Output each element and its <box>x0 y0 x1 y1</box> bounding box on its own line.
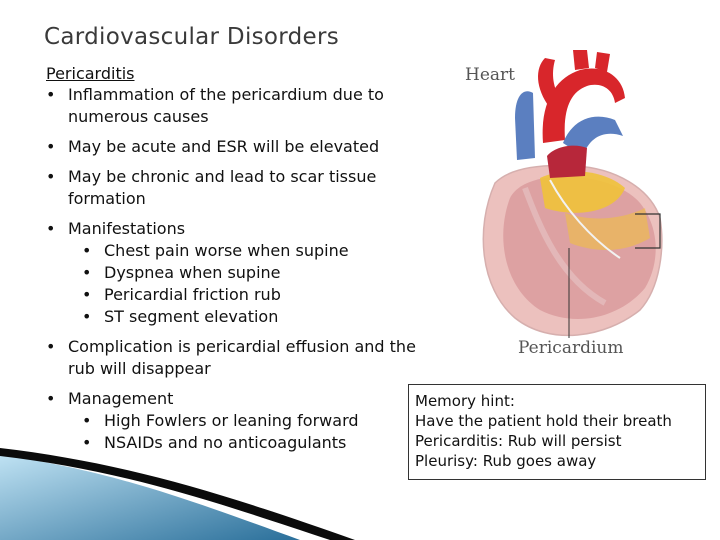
memory-line: Memory hint: <box>415 392 515 410</box>
sub-bullet-item: • ST segment elevation <box>46 306 426 328</box>
sub-bullet-item: • NSAIDs and no anticoagulants <box>46 432 426 454</box>
pericardium-label: Pericardium <box>518 338 624 358</box>
heart-label: Heart <box>465 65 515 85</box>
bullet-item: • Complication is pericardial effusion and the rub will disappear <box>46 336 426 380</box>
memory-line: Pleurisy: Rub goes away <box>415 452 597 470</box>
bullet-item: • May be chronic and lead to scar tissue formation <box>46 166 426 210</box>
subheading: Pericarditis <box>46 64 135 83</box>
bullet-item: • May be acute and ESR will be elevated <box>46 136 426 158</box>
bullet-item: • Management <box>46 388 426 410</box>
sub-bullet-item: • Dyspnea when supine <box>46 262 426 284</box>
sub-bullet-item: • Pericardial friction rub <box>46 284 426 306</box>
bullet-item: • Manifestations <box>46 218 426 240</box>
sub-bullet-item: • High Fowlers or leaning forward <box>46 410 426 432</box>
sub-bullet-item: • Chest pain worse when supine <box>46 240 426 262</box>
slide-title: Cardiovascular Disorders <box>44 24 340 50</box>
memory-line: Have the patient hold their breath <box>415 412 672 430</box>
memory-line: Pericarditis: Rub will persist <box>415 432 622 450</box>
bullet-item: • Inflammation of the pericardium due to numerous causes <box>46 84 426 128</box>
